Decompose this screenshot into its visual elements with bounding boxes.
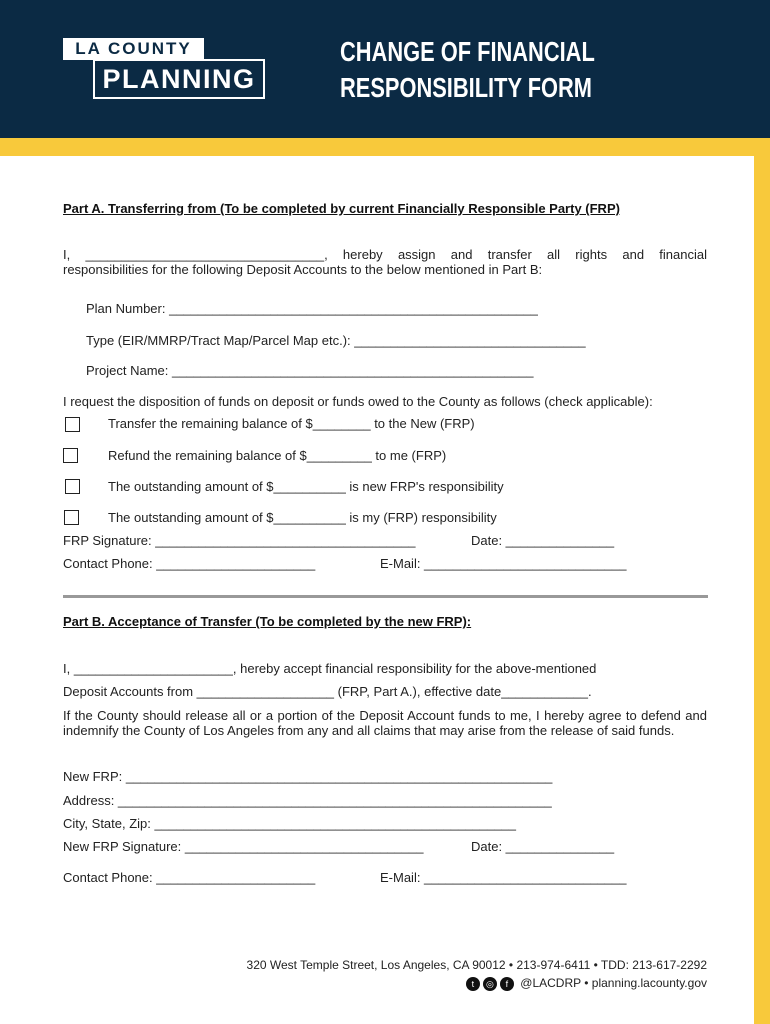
frp-signature-field[interactable]: FRP Signature: ____________________________________ <box>63 533 416 548</box>
part-a-contact-phone-field[interactable]: Contact Phone: ______________________ <box>63 556 316 571</box>
footer-social-text[interactable]: @LACDRP • planning.lacounty.gov <box>520 976 707 990</box>
part-a-date-field[interactable]: Date: _______________ <box>471 533 615 548</box>
logo-planning: PLANNING <box>93 59 265 99</box>
city-state-zip-field[interactable]: City, State, Zip: __________________________________________________ <box>63 816 517 831</box>
part-b-date-field[interactable]: Date: _______________ <box>471 839 615 854</box>
option-4-label: The outstanding amount of $__________ is my (FRP) responsibility <box>108 510 497 525</box>
footer-social <box>466 976 707 991</box>
accent-bar-right <box>754 138 770 1024</box>
twitter-icon[interactable]: t <box>466 977 480 991</box>
new-frp-signature-field[interactable]: New FRP Signature: _________________________________ <box>63 839 424 854</box>
disposition-request: I request the disposition of funds on deposit or funds owed to the County as follows (check applicable): <box>63 394 653 409</box>
project-name-field[interactable]: Project Name: __________________________________________________ <box>86 363 534 378</box>
part-a-intro-line-1: I, _________________________________, hereby assign and transfer all rights and financial <box>63 247 707 262</box>
option-2-label: Refund the remaining balance of $_________ to me (FRP) <box>108 448 447 463</box>
option-1-label: Transfer the remaining balance of $________ to the New (FRP) <box>108 416 475 431</box>
indemnity-paragraph: If the County should release all or a portion of the Deposit Account funds to me, I hereby agree to defend and indemnify the County of Los Angeles from any and all claims that may arise from the release of said funds. <box>63 708 707 738</box>
new-frp-field[interactable]: New FRP: ___________________________________________________________ <box>63 769 553 784</box>
footer-address: 320 West Temple Street, Los Angeles, CA 90012 • 213-974-6411 • TDD: 213-617-2292 <box>246 958 707 972</box>
form-title <box>340 34 595 106</box>
instagram-icon[interactable]: ◎ <box>483 977 497 991</box>
part-a-email-field[interactable]: E-Mail: ____________________________ <box>380 556 627 571</box>
option-3-checkbox[interactable] <box>65 479 80 494</box>
part-b-email-field[interactable]: E-Mail: ____________________________ <box>380 870 627 885</box>
part-a-heading: Part A. Transferring from (To be completed by current Financially Responsible Party (FRP) <box>63 201 620 216</box>
facebook-icon[interactable]: f <box>500 977 514 991</box>
part-b-line-2[interactable]: Deposit Accounts from ___________________ (FRP, Part A.), effective date____________. <box>63 684 592 699</box>
accent-bar-top <box>0 138 770 156</box>
form-title-line-1: CHANGE OF FINANCIAL <box>340 36 595 67</box>
part-b-line-1[interactable]: I, ______________________, hereby accept financial responsibility for the above-mentioned <box>63 661 597 676</box>
address-field[interactable]: Address: ____________________________________________________________ <box>63 793 552 808</box>
option-3-label: The outstanding amount of $__________ is new FRP's responsibility <box>108 479 504 494</box>
form-title-line-2: RESPONSIBILITY FORM <box>340 72 593 103</box>
plan-number-field[interactable]: Plan Number: ___________________________________________________ <box>86 301 538 316</box>
option-4-checkbox[interactable] <box>64 510 79 525</box>
part-b-heading: Part B. Acceptance of Transfer (To be completed by the new FRP): <box>63 614 472 629</box>
section-divider <box>63 595 708 598</box>
option-1-checkbox[interactable] <box>65 417 80 432</box>
part-a-intro-line-2: responsibilities for the following Deposit Accounts to the below mentioned in Part B: <box>63 262 543 277</box>
type-field[interactable]: Type (EIR/MMRP/Tract Map/Parcel Map etc.): ________________________________ <box>86 333 586 348</box>
part-b-contact-phone-field[interactable]: Contact Phone: ______________________ <box>63 870 316 885</box>
logo-la-county: LA COUNTY <box>63 38 204 60</box>
option-2-checkbox[interactable] <box>63 448 78 463</box>
